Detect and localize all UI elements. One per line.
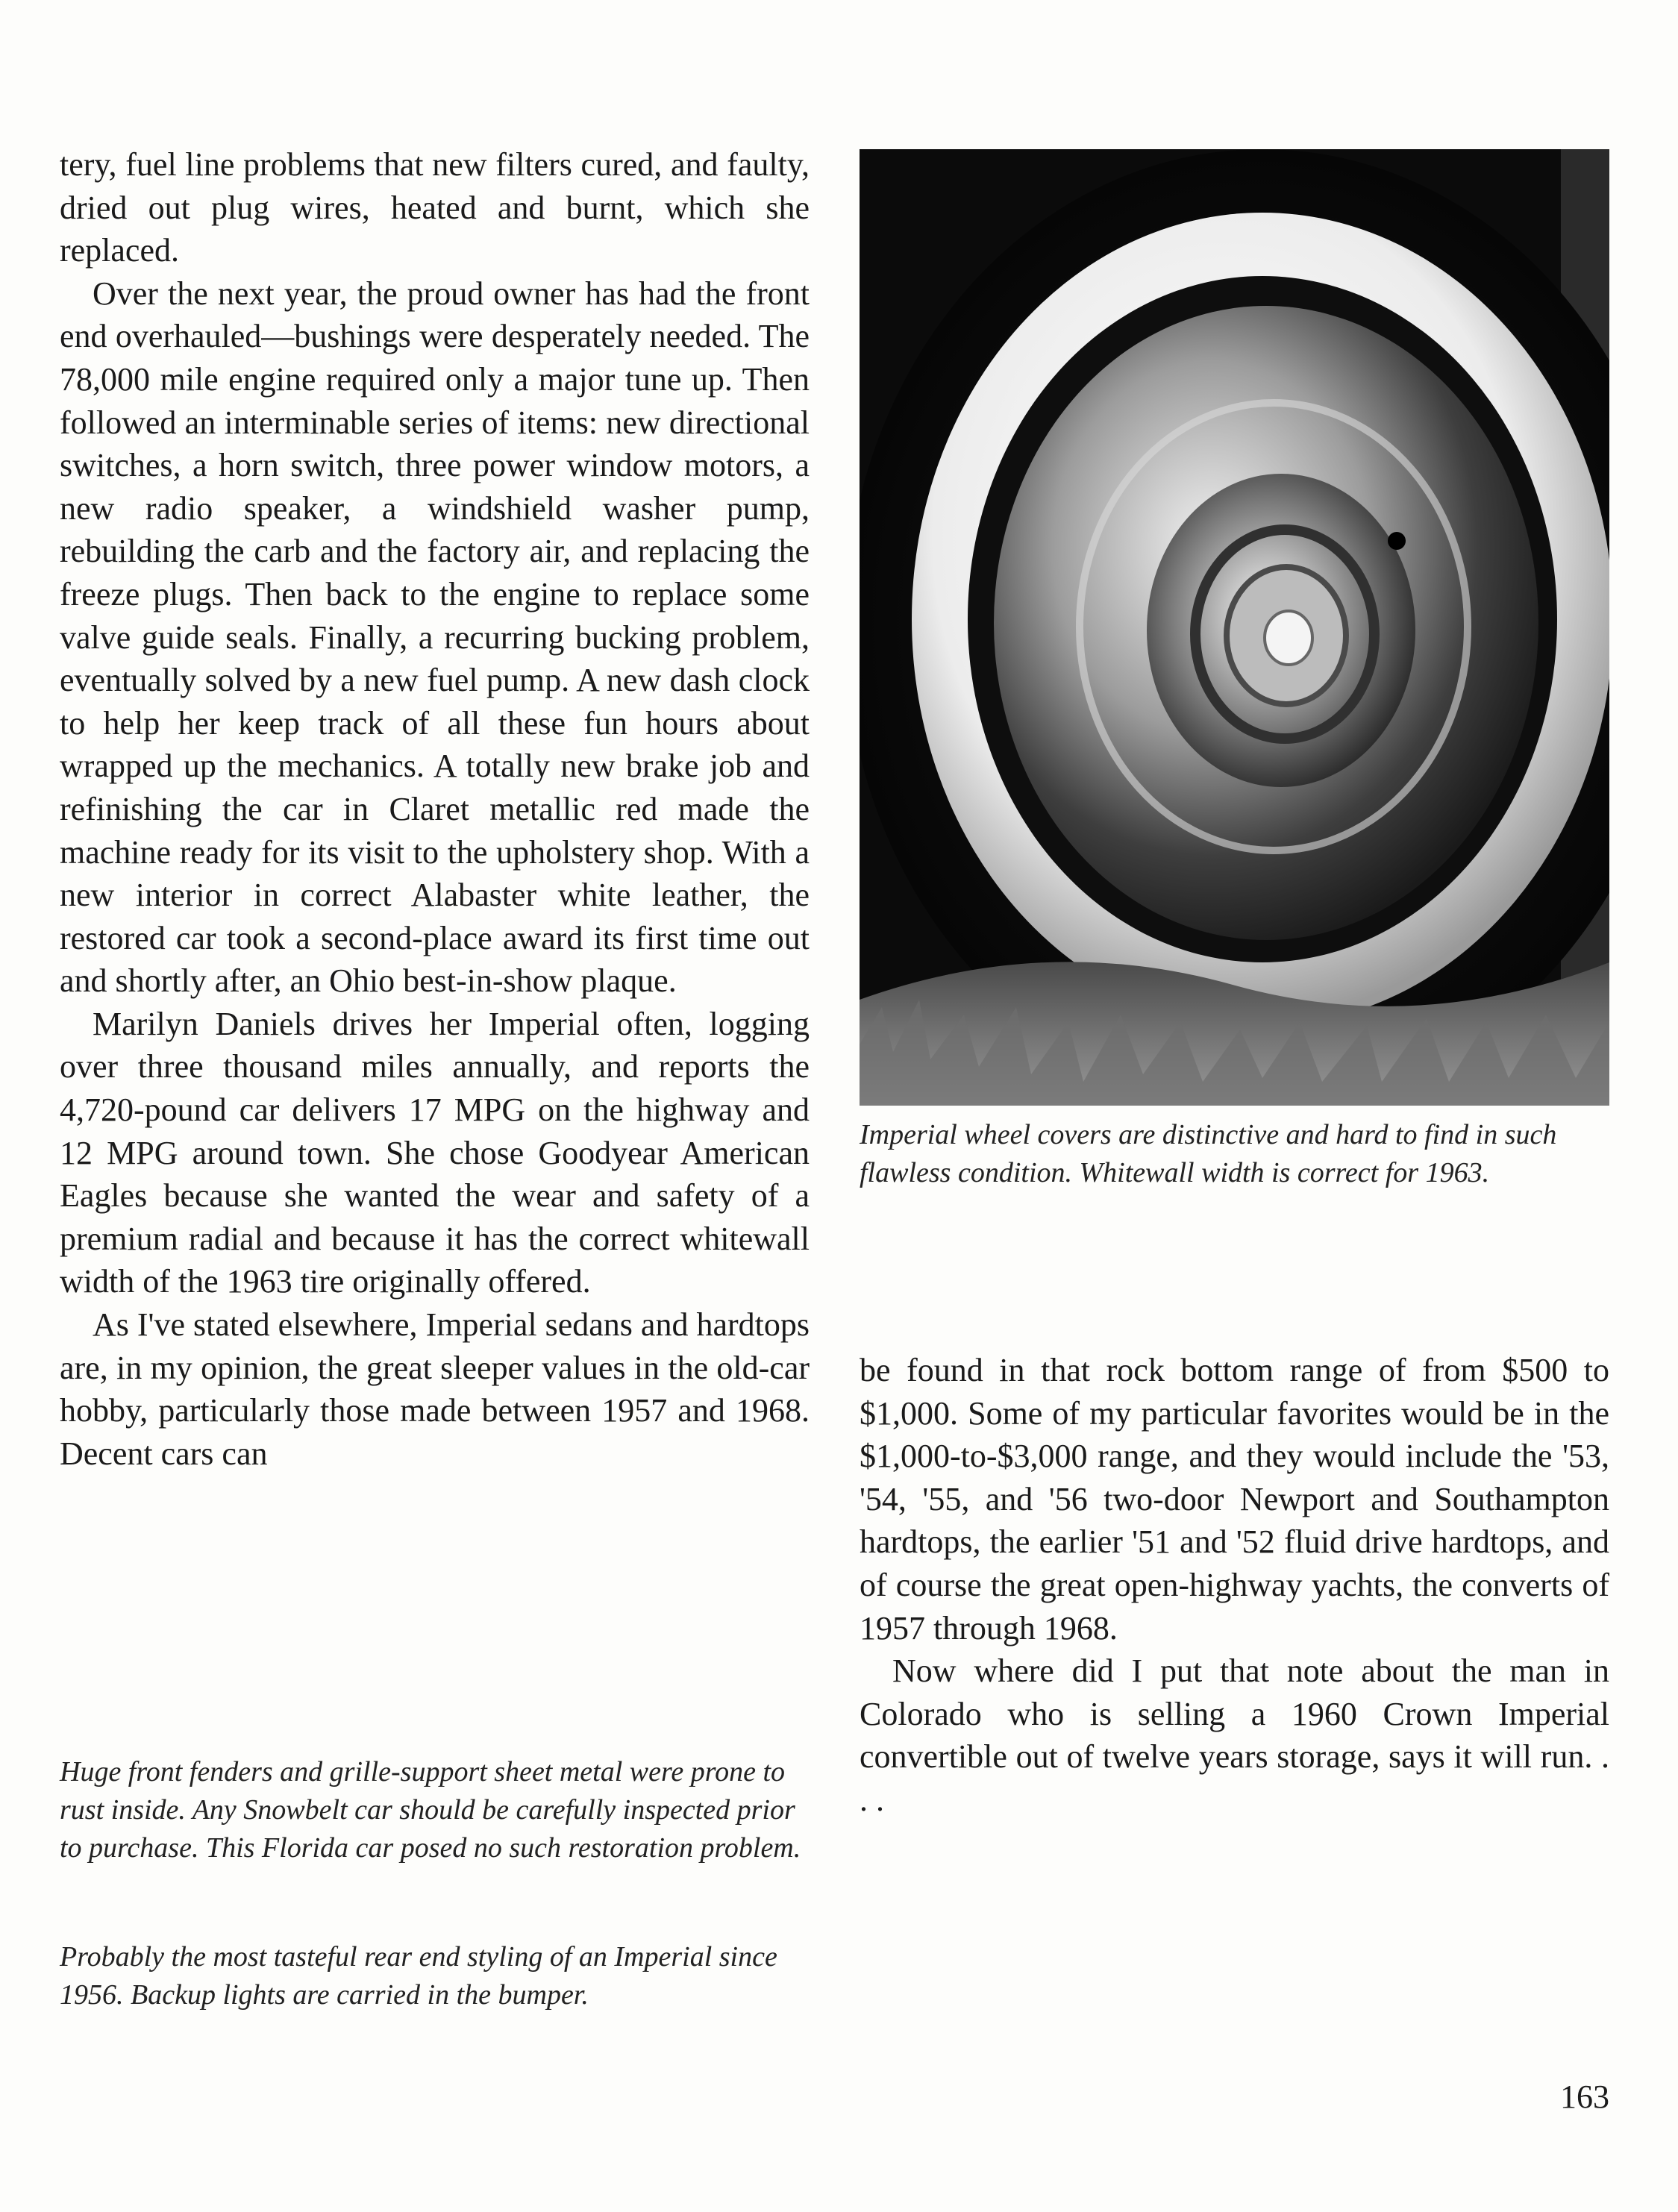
wheel-cover-photo (860, 149, 1609, 1106)
paragraph-closing: Now where did I put that note about the man in Colorado who is selling a 1960 Crown Imperial convertible out of twelve years storage, says it will run. . . . (860, 1652, 1609, 1818)
caption-rear-end: Probably the most tasteful rear end styling of an Imperial since 1956. Backup lights are carried in the bumper. (60, 1941, 777, 2011)
paragraph-price-range: be found in that rock bottom range of from $500 to $1,000. Some of my particular favorites would be in the $1,000-to-$3,000 range, and they would include the '53, '54, '55, and '56 two-door Newport and Southampton hardtops, the earlier '51 and '52 fluid drive hardtops, and of course the great open-highway yachts, the converts of 1957 through 1968. (860, 1352, 1609, 1647)
photo-block (860, 149, 1609, 1192)
page-number: 163 (1560, 2078, 1609, 2115)
right-text-column (860, 1349, 1609, 1822)
wheel-illustration (860, 149, 1609, 1106)
left-text-column (60, 143, 810, 1475)
caption-wheel-covers: Imperial wheel covers are distinctive and hard to find in such flawless condition. Whitewall width is correct for 1963. (860, 1119, 1557, 1188)
paragraph-continued: tery, fuel line problems that new filters cured, and faulty, dried out plug wires, heated and burnt, which she replaced. (60, 146, 810, 269)
paragraph-restoration: Over the next year, the proud owner has had the front end overhauled—bushings were desperately needed. The 78,000 mile engine required only a major tune up. Then followed an interminable series of items: new directional switches, a horn switch, three power window motors, a new radio speaker, a windshield washer pump, rebuilding the carb and the factory air, and replacing the freeze plugs. Then back to the engine to replace some valve guide seals. Finally, a recurring bucking problem, eventually solved by a new fuel pump. A new dash clock to help her keep track of all these fun hours about wrapped up the mechanics. A totally new brake job and refinishing the car in Claret metallic red made the machine ready for its visit to the upholstery shop. With a new interior in correct Alabaster white leather, the restored car took a second-place award its first time out and shortly after, an Ohio best-in-show plaque. (60, 275, 810, 1000)
paragraph-values: As I've stated elsewhere, Imperial sedans and hardtops are, in my opinion, the great sleeper values in the old-car hobby, particularly those made between 1957 and 1968. Decent cars can (60, 1306, 810, 1472)
paragraph-mileage: Marilyn Daniels drives her Imperial often, logging over three thousand miles annually, and reports the 4,720-pound car delivers 17 MPG on the highway and 12 MPG around town. She chose Goodyear American Eagles because she wanted the wear and safety of a premium radial and because it has the correct whitewall width of the 1963 tire originally offered. (60, 1005, 810, 1300)
caption-fenders: Huge front fenders and grille-support sheet metal were prone to rust inside. Any Snowbelt car should be carefully inspected prior to purchase. This Florida car posed no such restoration problem. (60, 1756, 801, 1864)
